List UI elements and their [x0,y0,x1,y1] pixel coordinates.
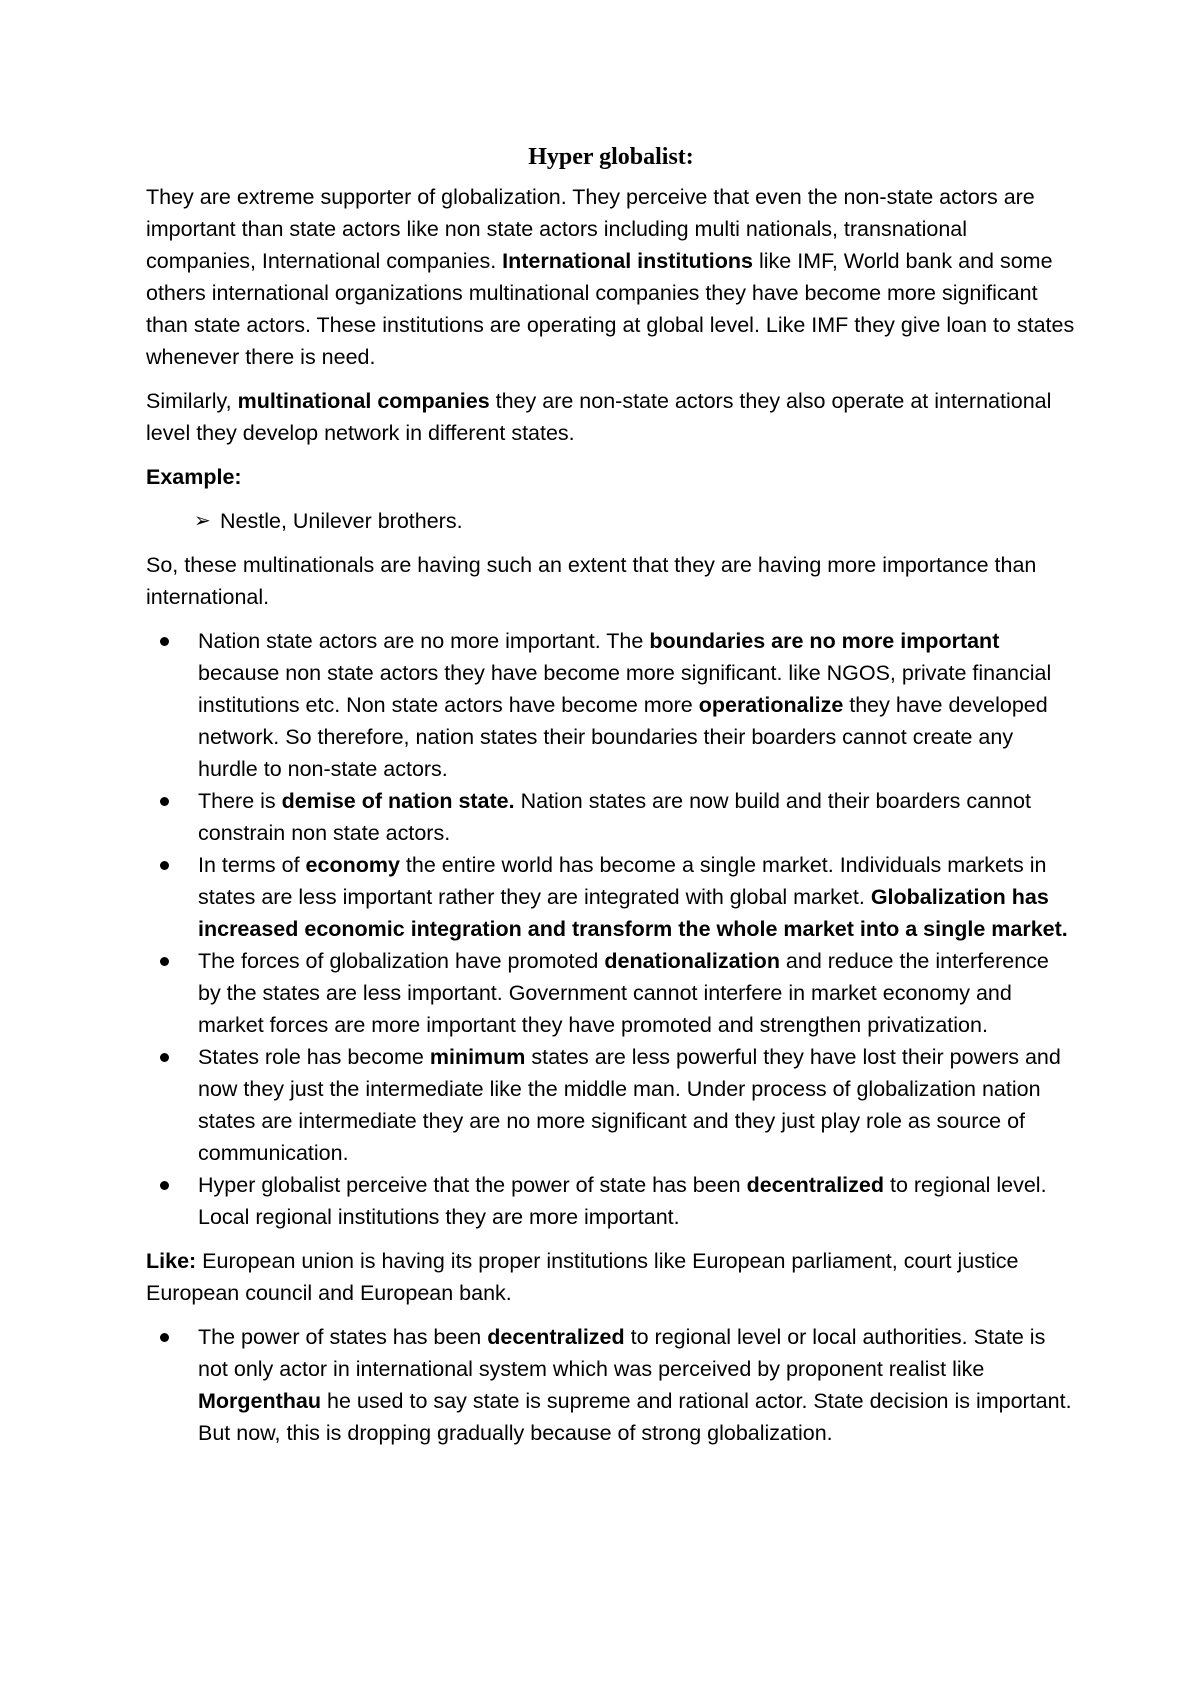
bullet-text: to regional level. Local regional institutions they are more important. [198,1173,1047,1229]
bullet-list [146,625,1076,1233]
bullet-text: the entire world has become a single market. Individuals markets in states are less important rather they are integrated with global market. [198,853,1047,909]
bullet-bold: minimum [429,1045,526,1069]
like-paragraph [146,1245,1076,1309]
bullet-bold: decentralized [746,1173,884,1197]
example-list [146,505,1076,537]
list-item [198,1169,1076,1233]
list-item [198,945,1076,1041]
arrow-bullet-icon: ➢ [194,510,211,532]
list-item [194,505,1076,537]
bullet-text: The power of states has been [198,1325,488,1349]
similarly-paragraph [146,385,1076,449]
intro-bold-1: International institutions [502,249,753,273]
bullet-bold: boundaries are no more important [649,629,1000,653]
bullet-text: to regional level or local authorities. State is not only actor in international system which was perceived by proponent realist like [198,1325,1046,1381]
example-heading [146,461,1076,493]
similarly-bold-1: multinational companies [237,389,490,413]
final-bullet-list [146,1321,1076,1449]
intro-paragraph [146,181,1076,373]
page-title: Hyper globalist: [528,144,694,170]
bullet-dot-icon [160,1181,169,1190]
bullet-text: The forces of globalization have promoted [198,949,605,973]
bullet-dot-icon [160,1053,169,1062]
bullet-bold: economy [305,853,400,877]
bullet-dot-icon [160,797,169,806]
bullet-text: Nation state actors are no more important. The [198,629,650,653]
intro-text-1: They are extreme supporter of globalization. They perceive that even the non-state actors are important than state actors like non state actors including multi nationals, transnational companies, International companies. [146,185,1035,273]
bullet-bold: demise of nation state. [281,789,515,813]
like-text: European union is having its proper institutions like European parliament, court justice European council and European bank. [146,1249,1019,1305]
bullet-text: they have developed network. So therefore, nation states their boundaries their boarders cannot create any hurdle to non-state actors. [198,693,1048,781]
bullet-text: he used to say state is supreme and rational actor. State decision is important. But now, this is dropping gradually because of strong globalization. [198,1389,1072,1445]
bullet-bold: denationalization [604,949,780,973]
bullet-dot-icon [160,1333,169,1342]
bullet-bold: operationalize [698,693,844,717]
bullet-text: There is [198,789,282,813]
similarly-text-1: Similarly, [146,389,238,413]
bullet-bold: Globalization has increased economic integration and transform the whole market into a single market. [198,885,1068,941]
bullet-text: States role has become [198,1045,430,1069]
bullet-text: states are less powerful they have lost their powers and now they just the intermediate like the middle man. Under process of globalization nation states are intermediate they are no more significant and they just play role as source of communication. [198,1045,1061,1165]
bullet-dot-icon [160,637,169,646]
list-item [198,849,1076,945]
list-item [198,1041,1076,1169]
intro-text-2: like IMF, World bank and some others international organizations multinational companies they have become more significant than state actors. These institutions are operating at global level. Like IMF they give loan to states whenever there is need. [146,249,1075,369]
bullet-text: In terms of [198,853,306,877]
bullet-bold: Morgenthau [198,1389,322,1413]
bullet-dot-icon [160,957,169,966]
like-label: Like: [146,1249,197,1273]
list-item [198,625,1076,785]
bullet-text: and reduce the interference by the states are less important. Government cannot interfere in market economy and market forces are more important they have promoted and strengthen privatization. [198,949,1049,1037]
example-item-text: Nestle, Unilever brothers. [220,509,463,533]
bullet-dot-icon [160,861,169,870]
document-body [146,142,1076,1461]
bullet-text: Nation states are now build and their boarders cannot constrain non state actors. [198,789,1031,845]
bullet-bold: decentralized [487,1325,625,1349]
bullet-text: because non state actors they have become more significant. like NGOS, private financial institutions etc. Non state actors have become more [198,661,1052,717]
list-item [198,1321,1076,1449]
similarly-text-2: they are non-state actors they also operate at international level they develop network in different states. [146,389,1052,445]
list-item [198,785,1076,849]
bullet-text: Hyper globalist perceive that the power of state has been [198,1173,747,1197]
so-paragraph: So, these multinationals are having such an extent that they are having more importance than international. [146,553,1037,609]
example-label: Example: [146,465,242,489]
